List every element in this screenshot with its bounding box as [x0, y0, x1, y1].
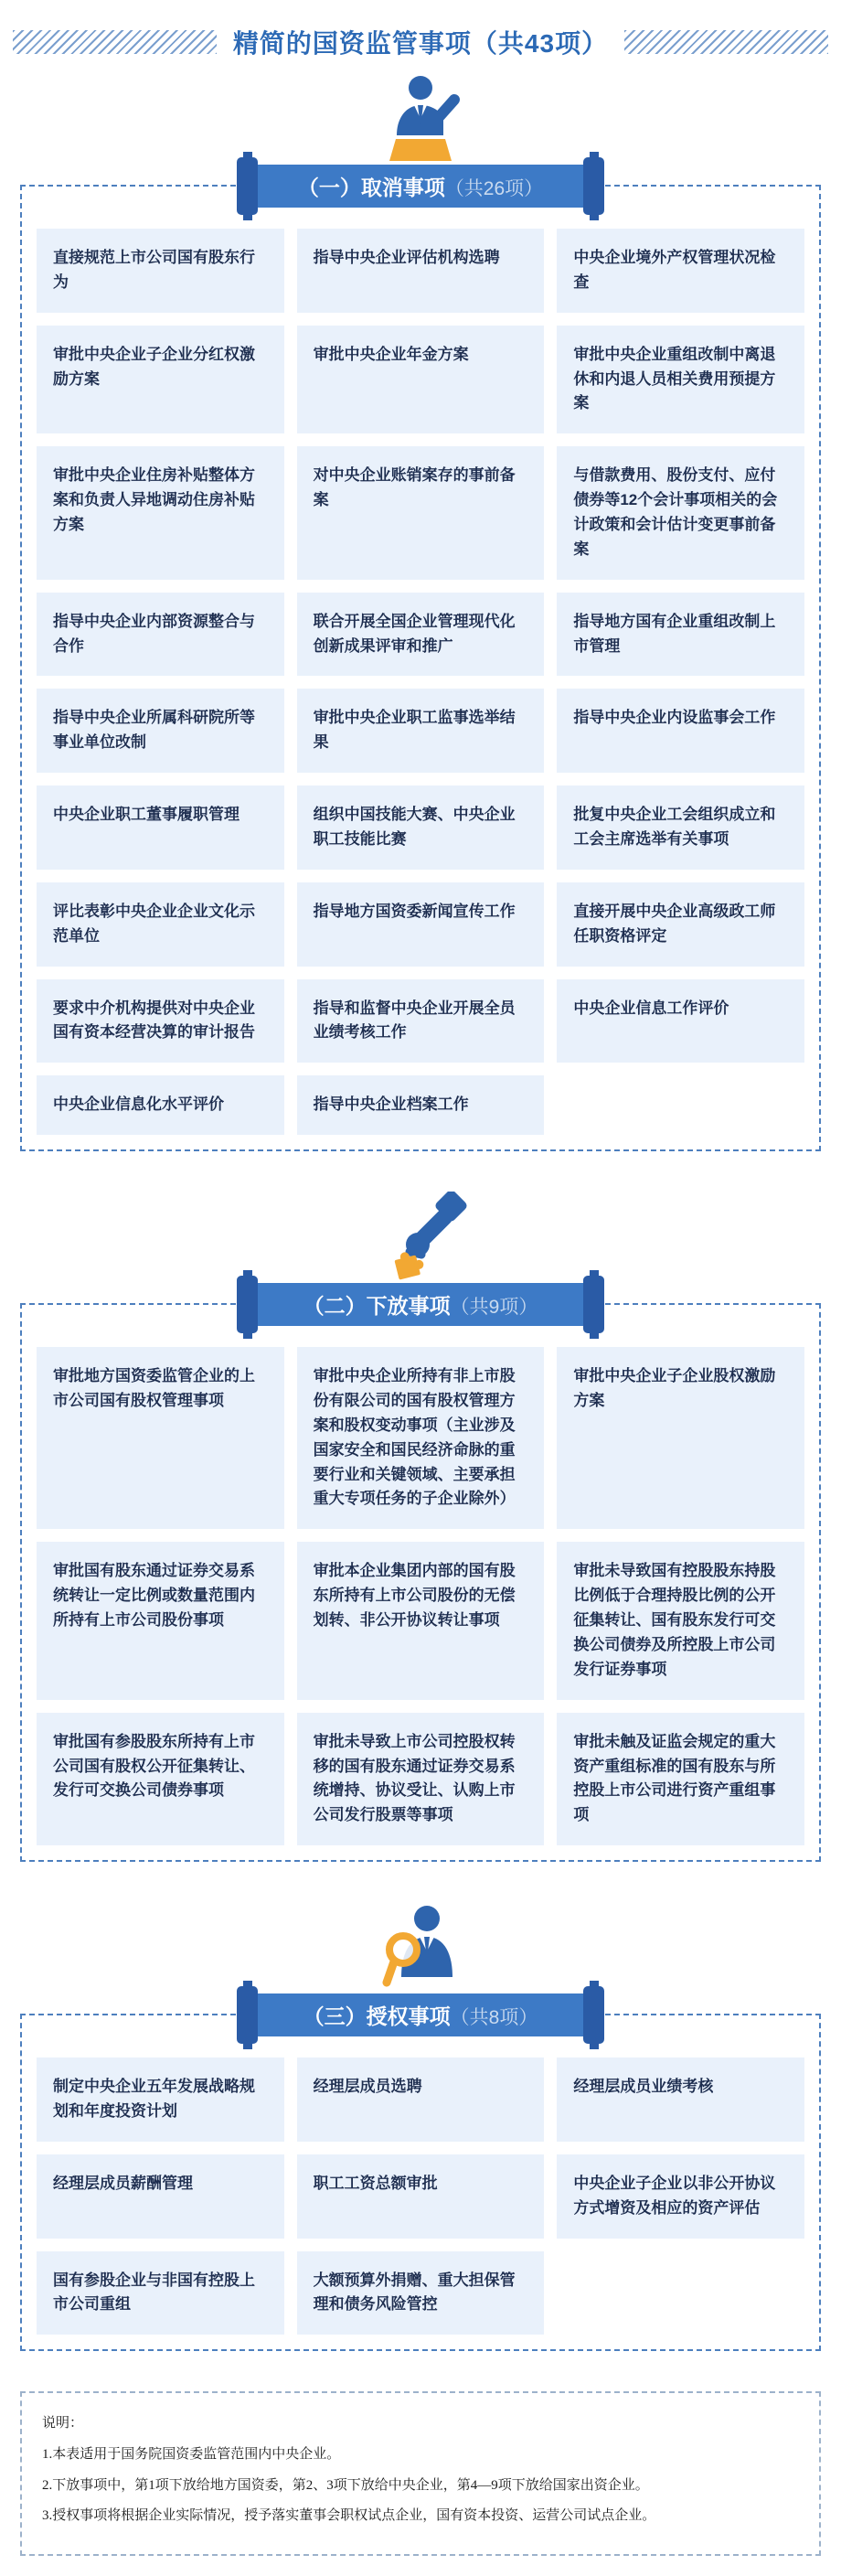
item-cell: 指导地方国资委新闻宣传工作: [297, 882, 545, 967]
notes-box: [20, 2391, 821, 2556]
magnifier-person-icon: [0, 1902, 841, 1993]
cancel-items-grid: [37, 229, 804, 1135]
item-cell: 大额预算外捐赠、重大担保管理和债务风险管控: [297, 2251, 545, 2336]
banner-right-cap: [583, 1986, 604, 2044]
item-cell: 审批未导致上市公司控股权转移的国有股东通过证券交易系统增持、协议受让、认购上市公司发行股票等事项: [297, 1713, 545, 1845]
item-cell: 指导中央企业内设监事会工作: [557, 689, 804, 773]
section-cancel: [0, 75, 841, 1151]
notes-label: 说明：: [42, 2416, 84, 2432]
item-cell: 经理层成员业绩考核: [557, 2058, 804, 2142]
item-cell: 审批中央企业职工监事选举结果: [297, 689, 545, 773]
item-cell: 直接规范上市公司国有股东行为: [37, 229, 284, 313]
banner-left-cap: [237, 1986, 258, 2044]
section-cancel-box: [20, 176, 821, 1151]
item-cell: 要求中介机构提供对中央企业国有资本经营决算的审计报告: [37, 979, 284, 1064]
delegate-items-grid: [37, 1347, 804, 1845]
item-cell: 经理层成员薪酬管理: [37, 2154, 284, 2239]
item-cell: 审批中央企业所持有非上市股份有限公司的国有股权管理方案和股权变动事项（主业涉及国家安全和国民经济命脉的重要行业和关键领域、主要承担重大专项任务的子企业除外）: [297, 1347, 545, 1529]
item-cell: 指导地方国有企业重组改制上市管理: [557, 593, 804, 677]
page-title: 精简的国资监管事项（共43项）: [232, 29, 609, 58]
section-authorize: [0, 1902, 841, 2351]
item-cell: 审批中央企业子企业分红权激励方案: [37, 326, 284, 434]
item-cell: 中央企业境外产权管理状况检查: [557, 229, 804, 313]
hatch-decoration-right: [624, 30, 828, 54]
item-cell: 指导中央企业档案工作: [297, 1075, 545, 1135]
hatch-decoration-left: [13, 30, 217, 54]
item-cell: 指导中央企业内部资源整合与合作: [37, 593, 284, 677]
item-cell: 审批国有股东通过证券交易系统转让一定比例或数量范围内所持有上市公司股份事项: [37, 1542, 284, 1699]
page-header: [13, 24, 828, 60]
item-cell: 与借款费用、股份支付、应付债券等12个会计事项相关的会计政策和会计估计变更事前备案: [557, 446, 804, 579]
note-line: 3.授权事项将根据企业实际情况，授予落实董事会职权试点企业，国有资本投资、运营公司试点企业。: [42, 2508, 656, 2524]
section-delegate: [0, 1192, 841, 1862]
item-cell: 批复中央企业工会组织成立和工会主席选举有关事项: [557, 786, 804, 870]
item-cell: 指导和监督中央企业开展全员业绩考核工作: [297, 979, 545, 1064]
item-cell: 指导中央企业所属科研院所等事业单位改制: [37, 689, 284, 773]
item-cell: 直接开展中央企业高级政工师任职资格评定: [557, 882, 804, 967]
section-authorize-title: （三）授权事项（共8项）: [303, 2004, 538, 2029]
presenter-podium-icon: [0, 75, 841, 165]
infographic-page: [0, 24, 841, 2556]
item-cell: 中央企业信息工作评价: [557, 979, 804, 1064]
authorize-items-grid: [37, 2058, 804, 2335]
item-cell: 中央企业职工董事履职管理: [37, 786, 284, 870]
item-cell: 中央企业子企业以非公开协议方式增资及相应的资产评估: [557, 2154, 804, 2239]
banner-right-cap: [583, 157, 604, 215]
item-cell: 职工工资总额审批: [297, 2154, 545, 2239]
banner-left-cap: [237, 1276, 258, 1333]
section-cancel-title: （一）取消事项（共26项）: [297, 176, 544, 199]
section-authorize-box: [20, 2004, 821, 2351]
item-cell: 中央企业信息化水平评价: [37, 1075, 284, 1135]
hand-puzzle-icon: [0, 1192, 841, 1283]
section-delegate-box: [20, 1294, 821, 1862]
banner-right-cap: [583, 1276, 604, 1333]
item-cell: 国有参股企业与非国有控股上市公司重组: [37, 2251, 284, 2336]
item-cell: 组织中国技能大赛、中央企业职工技能比赛: [297, 786, 545, 870]
item-cell: 对中央企业账销案存的事前备案: [297, 446, 545, 579]
section-cancel-banner: [250, 165, 591, 208]
item-cell: 评比表彰中央企业企业文化示范单位: [37, 882, 284, 967]
item-cell: 指导中央企业评估机构选聘: [297, 229, 545, 313]
item-cell: 联合开展全国企业管理现代化创新成果评审和推广: [297, 593, 545, 677]
item-cell: 审批本企业集团内部的国有股东所持有上市公司股份的无偿划转、非公开协议转让事项: [297, 1542, 545, 1699]
note-line: 1.本表适用于国务院国资委监管范围内中央企业。: [42, 2446, 341, 2462]
item-cell: 审批未导致国有控股股东持股比例低于合理持股比例的公开征集转让、国有股东发行可交换公司债券及所控股上市公司发行证券事项: [557, 1542, 804, 1699]
notes-lines: [42, 2443, 799, 2528]
item-cell: 审批中央企业住房补贴整体方案和负责人异地调动住房补贴方案: [37, 446, 284, 579]
section-authorize-banner: [250, 1993, 591, 2036]
item-cell: 审批中央企业重组改制中离退休和内退人员相关费用预提方案: [557, 326, 804, 434]
section-delegate-banner: [250, 1283, 591, 1326]
section-delegate-title: （二）下放事项（共9项）: [303, 1294, 538, 1319]
item-cell: 制定中央企业五年发展战略规划和年度投资计划: [37, 2058, 284, 2142]
item-cell: 审批国有参股股东所持有上市公司国有股权公开征集转让、发行可交换公司债券事项: [37, 1713, 284, 1845]
banner-left-cap: [237, 157, 258, 215]
item-cell: 经理层成员选聘: [297, 2058, 545, 2142]
item-cell: 审批未触及证监会规定的重大资产重组标准的国有股东与所控股上市公司进行资产重组事项: [557, 1713, 804, 1845]
item-cell: 审批中央企业年金方案: [297, 326, 545, 434]
note-line: 2.下放事项中，第1项下放给地方国资委，第2、3项下放给中央企业，第4—9项下放给国家出资企业。: [42, 2477, 649, 2493]
item-cell: 审批地方国资委监管企业的上市公司国有股权管理事项: [37, 1347, 284, 1529]
item-cell: 审批中央企业子企业股权激励方案: [557, 1347, 804, 1529]
